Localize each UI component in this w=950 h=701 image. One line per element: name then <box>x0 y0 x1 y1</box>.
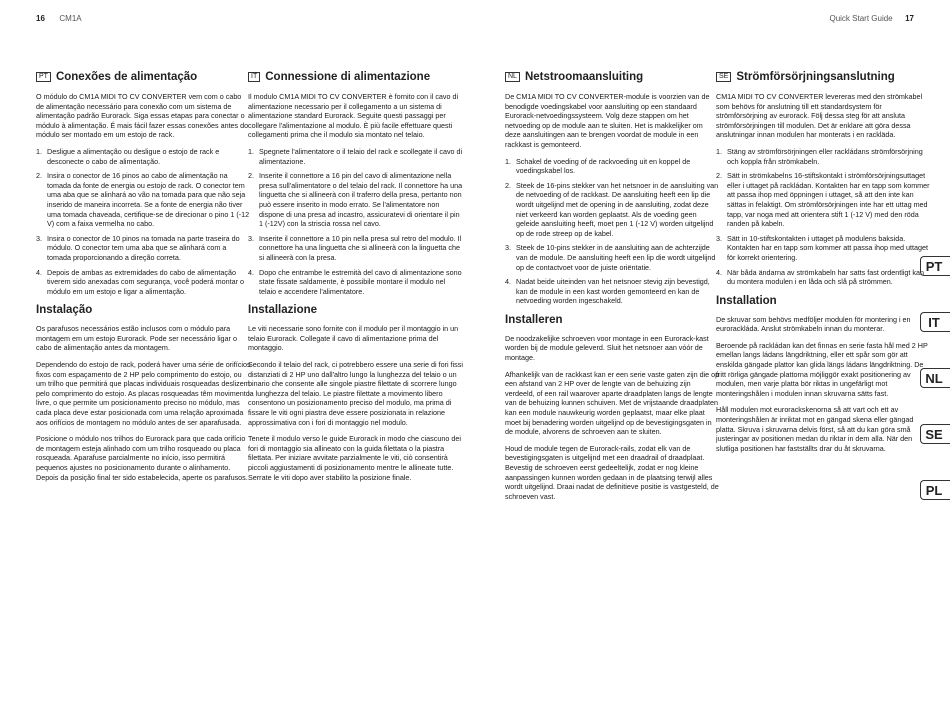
right-page-number: 17 <box>905 14 914 23</box>
step-number: 2. <box>505 180 511 190</box>
installation-title: Instalação <box>36 304 93 317</box>
step-number: 1. <box>505 156 511 166</box>
installation-paragraph: Tenete il modulo verso le guide Eurorack in modo che ciascuno dei fori di montaggio sia allineato con la guida filettata o la piastra filettata. Per iniziare avvitate parzialmente le viti, ciò consentirà piccoli aggiustamenti di posizionamento mentre le allineate tutte. Serrate le viti dopo aver stabilito la posizione finale. <box>248 434 461 482</box>
step-item <box>248 147 463 166</box>
step-number: 1. <box>36 146 42 156</box>
language-code-badge: SE <box>716 72 731 82</box>
left-page-number: 16 <box>36 14 45 23</box>
language-tab-pt[interactable]: PT <box>920 256 950 276</box>
installation-paragraph: Afhankelijk van de rackkast kan er een serie vaste gaten zijn die op een afstand van 2 HP over de lengte van de behuizing zijn verdeeld, of een rail waarover aparte draadplaten langs de lengte van de behuizing kunnen schuiven. Met de vrijstaande draadplaten kan een module nauwkeurig worden geplaatst, maar elke plaat moet bij benadering worden uitgelijnd op de bevestigingsgaten in de module, alvorens de schroeven aan te sluiten. <box>505 369 720 437</box>
installation-paragraph: De skruvar som behövs medföljer modulen för montering i en eurorackláda. Anslut strömkabeln innan du monterar. <box>716 314 911 334</box>
step-item <box>505 157 720 176</box>
step-item <box>505 181 720 239</box>
left-header-label: CM1A <box>59 14 82 23</box>
step-item <box>248 234 463 263</box>
step-item <box>36 171 251 229</box>
language-tab-nl[interactable]: NL <box>920 368 950 388</box>
installation-title: Installazione <box>248 304 318 317</box>
language-code-badge: NL <box>505 72 520 82</box>
step-number: 4. <box>36 267 42 277</box>
language-tab-se[interactable]: SE <box>920 424 950 444</box>
language-code-badge: PT <box>36 72 51 82</box>
step-text: Depois de ambas as extremidades do cabo de alimentação tiverem sido anexadas com segurança, você poderá montar o módulo em um estojo e ligar a alimentação. <box>47 267 244 296</box>
step-number: 1. <box>716 146 722 156</box>
step-item <box>505 243 720 272</box>
installation-paragraph: Houd de module tegen de Eurorack-rails, zodat elk van de bevestigingsgaten is uitgelijnd met een draadrail of draadplaat. Bevestig de schroeven eerst gedeeltelijk, zodat er nog kleine aanpassingen kunnen worden gedaan in de plaatsing terwijl alles wordt uitgelijnd. Draai nadat de definitieve positie is vastgesteld, de schroeven vast. <box>505 443 719 501</box>
step-number: 2. <box>716 171 722 181</box>
step-text: Schakel de voeding of de rackvoeding uit en koppel de voedingskabel los. <box>516 156 691 176</box>
page-header-right <box>829 14 914 23</box>
step-text: Spegnete l'alimentatore o il telaio del rack e scollegate il cavo di alimentazione. <box>259 146 463 166</box>
step-number: 1. <box>248 146 254 156</box>
intro-paragraph: De CM1A MIDI TO CV CONVERTER-module is voorzien van de benodigde voedingskabel voor aansluiting op een standaard Eurorack-netvoedingssysteem. Volg deze stappen om het netvoeding op de module aan te sluiten. Het is makkelijker om deze aansluitingen aan te brengen voordat de module in een rackkast is gemonteerd. <box>505 92 710 149</box>
section-title <box>248 70 463 84</box>
installation-paragraph: De noodzakelijke schroeven voor montage in een Eurorack-kast worden bij de module geleverd. Sluit het netsnoer aan vóór de montage. <box>505 333 709 363</box>
step-text: Desligue a alimentação ou desligue o estojo de rack e desconecte o cabo de alimentação. <box>47 146 220 166</box>
language-code-badge: IT <box>248 72 260 82</box>
installation-paragraph: Håll modulen mot eurorackskenorna så att vart och ett av monteringshålen är inriktat mot en gängad skena eller gängad platta. Skruva i skruvarna delvis först, så att du kan göra små justeringar av positionen medan du riktar in dem alla. När den slutliga positionen har fastställts drar du åt skruvarna. <box>716 405 914 453</box>
language-tab-pl[interactable]: PL <box>920 480 950 500</box>
section-title <box>505 70 720 84</box>
step-number: 2. <box>248 171 254 181</box>
step-number: 3. <box>505 243 511 253</box>
step-text: Steek de 10-pins stekker in de aansluiting aan de achterzijde van de module. De aansluiting heeft een lip die wordt uitgelijnd op de contactvoet voor de juiste oriëntatie. <box>516 243 716 272</box>
step-item <box>716 147 931 166</box>
installation-title: Installation <box>716 294 777 307</box>
language-tab-it[interactable]: IT <box>920 312 950 332</box>
installation-title: Installeren <box>505 313 563 326</box>
step-item <box>505 277 720 306</box>
step-number: 3. <box>716 233 722 243</box>
steps-list <box>248 147 463 296</box>
step-text: Inserite il connettore a 10 pin nella presa sul retro del modulo. Il connettore ha una linguetta che si allineerà con la linguetta che si allineerà con la presa. <box>259 233 462 262</box>
step-item <box>36 268 251 297</box>
step-item <box>716 268 931 287</box>
installation-paragraph: Posicione o módulo nos trilhos do Eurorack para que cada orifício de montagem esteja alinhado com um trilho rosqueado ou placa rosqueada. Aparafuse parcialmente no início, isso permitirá pequenos ajustes no posicionamento durante o alinhamento. Depois da posição final ter sido estabelecida, aperte os parafusos. <box>36 434 248 482</box>
step-text: När båda ändarna av strömkabeln har satts fast ordentligt kan du montera modulen i en låda och slå på strömmen. <box>727 267 924 287</box>
step-number: 4. <box>716 267 722 277</box>
step-number: 4. <box>248 267 254 277</box>
intro-paragraph: CM1A MIDI TO CV CONVERTER levereras med den strömkabel som behövs för anslutning till ett standardsystem för strömförsörjning av eurorack. Följ dessa steg för att ansluta strömförsörjningen till modulen. Det är enklare att göra dessa anslutningar innan modulen har monterats i en rackläda. <box>716 92 923 140</box>
step-text: Insira o conector de 16 pinos ao cabo de alimentação na tomada da fonte de energia ou estojo de rack. O conector tem uma aba que se alinhará ao vão na tomada para que não seja inserido de maneira incorreta. Se a fonte de energia não tiver uma tomada chaveada, certifique-se de direcionar o pino 1 (-12 V) com a faixa vermelha no cabo. <box>47 171 250 229</box>
step-number: 2. <box>36 171 42 181</box>
intro-paragraph: O módulo do CM1A MIDI TO CV CONVERTER vem com o cabo de alimentação necessário para conexão com um sistema de alimentação padrão Eurorack. Siga essas etapas para conectar o módulo à alimentação. É mais fácil fazer essas conexões antes do módulo ser montado em um estojo de rack. <box>36 92 249 140</box>
step-item <box>716 171 931 229</box>
step-item <box>248 268 463 297</box>
steps-list <box>716 147 931 287</box>
step-text: Insira o conector de 10 pinos na tomada na parte traseira do módulo. O conector tem uma aba que se alinhará com a tomada proporcionando a direção correta. <box>47 233 240 262</box>
section-title-text: Conexões de alimentação <box>55 71 198 83</box>
step-text: Stäng av strömförsörjningen eller rackládans strömförsörjning och koppla från strömkabeln. <box>727 146 923 166</box>
step-text: Dopo che entrambe le estremità del cavo di alimentazione sono state fissate saldamente, è possibile montare il modulo nel telaio e accendere l'alimentatore. <box>259 267 462 296</box>
section-title <box>36 70 251 84</box>
section-se <box>716 70 931 460</box>
step-text: Nadat beide uiteinden van het netsnoer stevig zijn bevestigd, kan de module in een kast worden gemonteerd en kan de netvoeding worden ingeschakeld. <box>516 277 710 306</box>
step-text: Sätt in strömkabelns 16-stiftskontakt i strömförsörjningsuttaget eller i uttaget på rackládan. Kontakten har en tapp som kommer att passa ihop med öppningen i uttaget, så att den inte kan sättas in felaktigt. Om strömförsörjningen inte har ett uttag med tapp, var noga med att orientera stift 1 (-12 V) med den röda randen på kabeln. <box>727 171 930 229</box>
section-title <box>716 70 931 84</box>
step-text: Steek de 16-pins stekker van het netsnoer in de aansluiting van de netvoeding of de rackkast. De aansluiting heeft een lip die wordt uitgelijnd met de opening in de aansluiting, zodat deze niet verkeerd kan worden geplaatst. Als de voeding geen geleide aansluiting heeft, moet pen 1 (-12 V) worden uitgelijnd op de rode streep op de kabel. <box>516 180 719 238</box>
section-title-text: Netstroomaansluiting <box>524 71 644 83</box>
step-text: Sätt in 10-stiftskontakten i uttaget på modulens baksida. Kontakten har en tapp som kommer att passa ihop med uttaget för korrekt orientering. <box>727 233 928 262</box>
step-item <box>716 234 931 263</box>
language-tabs <box>920 256 950 536</box>
step-item <box>36 147 251 166</box>
right-header-label: Quick Start Guide <box>829 14 893 23</box>
intro-paragraph: Il modulo CM1A MIDI TO CV CONVERTER è fornito con il cavo di alimentazione necessario per il collegamento a un sistema di alimentazione standard Eurorack. Seguite questi passaggi per collegare l'alimentazione al modulo. È più facile effettuare questi collegamenti prima che il modulo sia montato nel telaio. <box>248 92 459 140</box>
section-pt <box>36 70 251 489</box>
page-header-left <box>36 14 82 23</box>
step-number: 4. <box>505 277 511 287</box>
step-text: Inserite il connettore a 16 pin del cavo di alimentazione nella presa sull'alimentatore o del telaio del rack. Il connettore ha una linguetta che si allineerà con il traferro della presa, pertanto non può essere inserito in modo errato. Se l'alimentatore non dispone di una presa ad incastro, assicuratevi di orientare il pin 1 (-12V) con la striscia rossa nel cavo. <box>259 171 463 229</box>
installation-paragraph: Os parafusos necessários estão inclusos com o módulo para montagem em um estojo Eurorack. Pode ser necessário ligar o cabo de alimentação antes da montagem. <box>36 324 237 353</box>
installation-paragraph: Le viti necessarie sono fornite con il modulo per il montaggio in un telaio Eurorack. Collegate il cavo di alimentazione prima del montaggio. <box>248 324 459 353</box>
steps-list <box>36 147 251 296</box>
section-title-text: Strömförsörjningsanslutning <box>736 71 895 83</box>
steps-list <box>505 157 720 306</box>
installation-paragraph: Secondo il telaio del rack, ci potrebbero essere una serie di fori fissi distanziati di 2 HP uno dall'altro lungo la lunghezza del telaio o un binario che consente alle singole piastre filettate di scorrere lungo la lunghezza del telaio. Le piastre filettate a movimento libero consentono un posizionamento preciso del modulo, ma prima di fissare le viti ogni piastra deve essere posizionata in relazione approssimativa con i fori di montaggio nel modulo. <box>248 360 463 427</box>
section-title-text: Connessione di alimentazione <box>265 71 431 83</box>
step-number: 3. <box>248 233 254 243</box>
section-nl <box>505 70 720 508</box>
installation-paragraph: Beroende på rackládan kan det finnas en serie fasta hål med 2 HP emellan langs ládans längdriktning, eller ett spår som gör att enskilda gängade plattor kan glida längs ládans längdriktning. De fritt rörliga gängade plattorna möjliggör exakt positionering av modulen, men varje platta bör riktas in ungefärligt mot monteringshålen i modulen innan skruvarna sätts fast. <box>716 340 928 398</box>
installation-paragraph: Dependendo do estojo de rack, poderá haver uma série de orifícios fixos com espaçamento de 2 HP pelo comprimento do estojo, ou um trilho que permitirá que placas individuais rosqueadas deslizem pelo comprimento do estojo. As placas rosqueadas têm movimento livre, o que permite um posicionamento preciso no módulo, mas cada placa deve estar posicionada com uma relação aproximada aos orifícios de montagem no módulo antes de ser aparafusada. <box>36 360 251 427</box>
step-item <box>248 171 463 229</box>
step-item <box>36 234 251 263</box>
section-it <box>248 70 463 489</box>
step-number: 3. <box>36 233 42 243</box>
